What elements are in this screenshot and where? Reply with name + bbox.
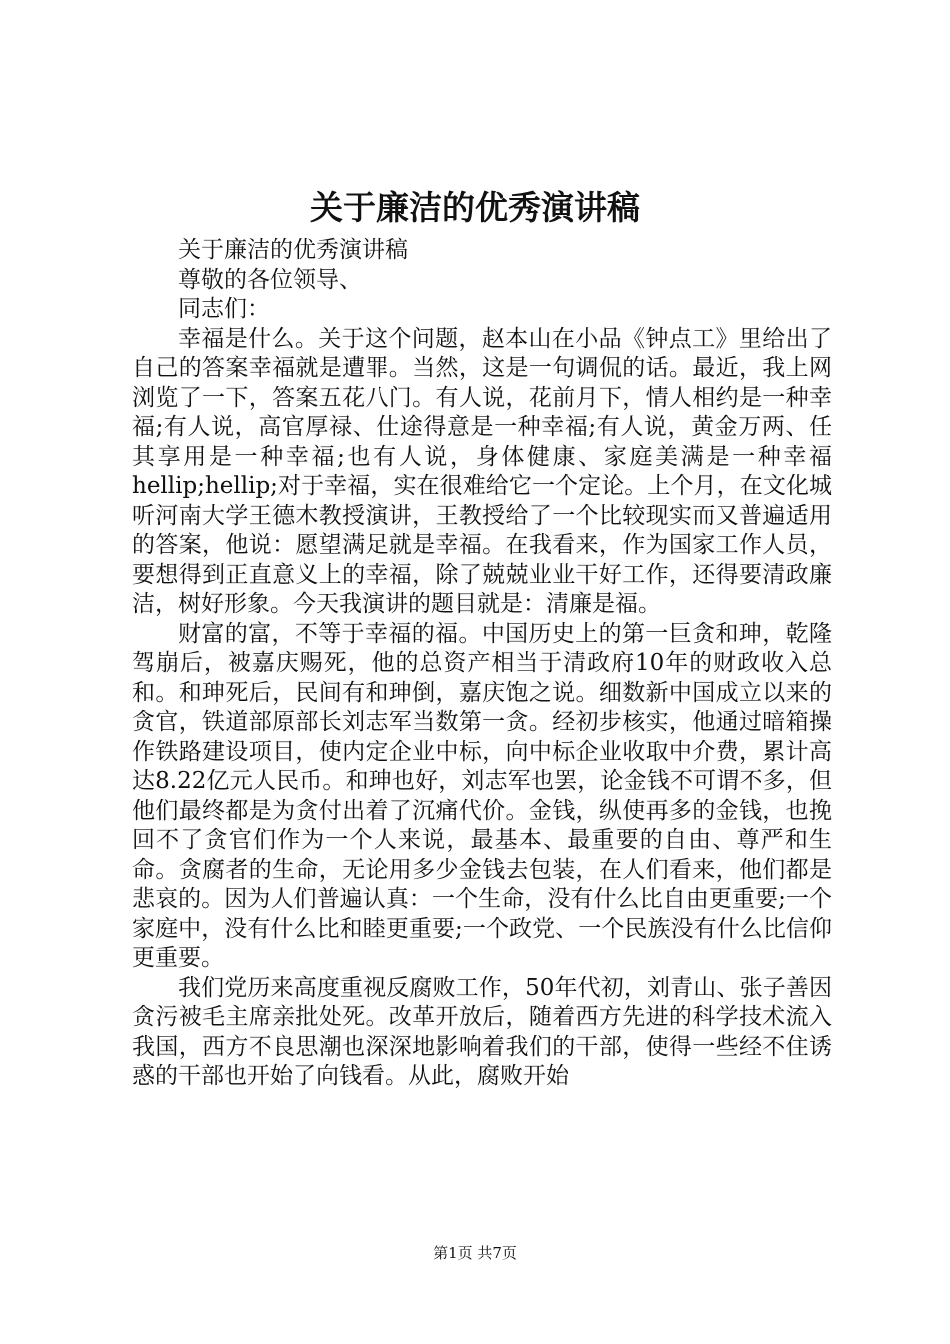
page-title: 关于廉洁的优秀演讲稿 (310, 188, 640, 227)
paragraph-greeting: 同志们： (178, 296, 270, 322)
paragraph-subtitle: 关于廉洁的优秀演讲稿 (178, 237, 408, 263)
paragraph-salutation: 尊敬的各位领导、 (178, 266, 362, 293)
paragraph-body: 我们党历来高度重视反腐败工作，50年代初，刘青山、张子善因贪污被毛主席亲批处死。改革开放后，随着西方先进的科学技术流入我国，西方不良思潮也深深地影响着我们的干部，使得一些经不住诱惑的干部也开始了向钱看。从此，腐败开始 (132, 974, 832, 1089)
document-body (132, 236, 832, 1092)
paragraph-body: 幸福是什么。关于这个问题，赵本山在小品《钟点工》里给出了自己的答案幸福就是遭罪。当然，这是一句调侃的话。最近，我上网浏览了一下，答案五花八门。有人说，花前月下，情人相约是一种幸福;有人说，高官厚禄、仕途得意是一种幸福;有人说，黄金万两、任其享用是一种幸福;也有人说，身体健康、家庭美满是一种幸福hellip;hellip;对于幸福，实在很难给它一个定论。上个月，在文化城听河南大学王德木教授演讲，王教授给了一个比较现实而又普遍适用的答案，他说：愿望满足就是幸福。在我看来，作为国家工作人员，要想得到正直意义上的幸福，除了兢兢业业干好工作，还得要清政廉洁，树好形象。今天我演讲的题目就是：清廉是福。 (132, 325, 832, 617)
paragraph-body: 财富的富，不等于幸福的福。中国历史上的第一巨贪和珅，乾隆驾崩后，被嘉庆赐死，他的总资产相当于清政府10年的财政收入总和。和珅死后，民间有和珅倒，嘉庆饱之说。细数新中国成立以来的贪官，铁道部原部长刘志军当数第一贪。经初步核实，他通过暗箱操作铁路建设项目，使内定企业中标，向中标企业收取中介费，累计高达8.22亿元人民币。和珅也好，刘志军也罢，论金钱不可谓不多，但他们最终都是为贪付出着了沉痛代价。金钱，纵使再多的金钱，也挽回不了贪官们作为一个人来说，最基本、最重要的自由、尊严和生命。贪腐者的生命，无论用多少金钱去包装，在人们看来，他们都是悲哀的。因为人们普遍认真：一个生命，没有什么比自由更重要;一个家庭中，没有什么比和睦更重要;一个政党、一个民族没有什么比信仰更重要。 (132, 620, 832, 971)
page-footer: 第1页 共7页 (433, 1244, 517, 1262)
